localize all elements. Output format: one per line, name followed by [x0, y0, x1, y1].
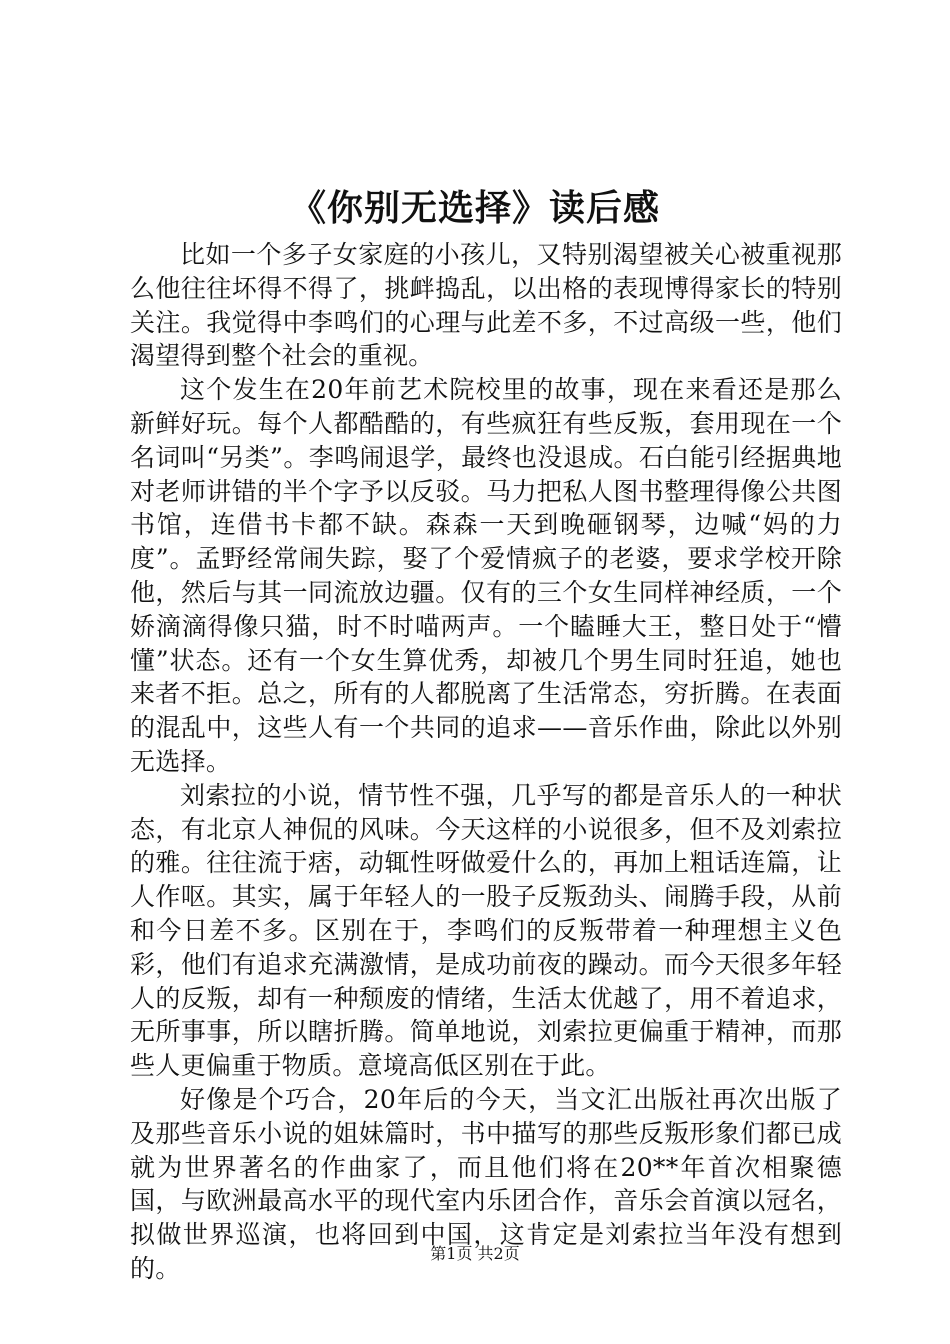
document-body [130, 238, 842, 1286]
paragraph-1: 比如一个多子女家庭的小孩儿，又特别渴望被关心被重视那么他往往坏得不得了，挑衅捣乱，以出格的表现博得家长的特别关注。我觉得中李鸣们的心理与此差不多，不过高级一些，他们渴望得到整个社会的重视。 [130, 240, 842, 371]
page-footer: 第1页 共2页 [430, 1244, 520, 1263]
document-title: 《你别无选择》读后感 [289, 187, 660, 229]
paragraph-3: 刘索拉的小说，情节性不强，几乎写的都是音乐人的一种状态，有北京人神侃的风味。今天这样的小说很多，但不及刘索拉的雅。往往流于痞，动辄性呀做爱什么的，再加上粗话连篇，让人作呕。其实，属于年轻人的一股子反叛劲头、闹腾手段，从前和今日差不多。区别在于，李鸣们的反叛带着一种理想主义色彩，他们有追求充满激情，是成功前夜的躁动。而今天很多年轻人的反叛，却有一种颓废的情绪，生活太优越了，用不着追求，无所事事，所以瞎折腾。简单地说，刘索拉更偏重于精神，而那些人更偏重于物质。意境高低区别在于此。 [130, 780, 842, 1081]
paragraph-4: 好像是个巧合，20年后的今天，当文汇出版社再次出版了及那些音乐小说的姐妹篇时，书中描写的那些反叛形象们都已成就为世界著名的作曲家了，而且他们将在20**年首次相聚德国，与欧洲最高水平的现代室内乐团合作，音乐会首演以冠名，拟做世界巡演，也将回到中国，这肯定是刘索拉当年没有想到的。 [130, 1084, 842, 1283]
paragraph-2: 这个发生在20年前艺术院校里的故事，现在来看还是那么新鲜好玩。每个人都酷酷的，有些疯狂有些反叛，套用现在一个名词叫“另类”。李鸣闹退学，最终也没退成。石白能引经据典地对老师讲错的半个字予以反驳。马力把私人图书整理得像公共图书馆，连借书卡都不缺。森森一天到晚砸钢琴，边喊“妈的力度”。孟野经常闹失踪，娶了个爱情疯子的老婆，要求学校开除他，然后与其一同流放边疆。仅有的三个女生同样神经质，一个娇滴滴得像只猫，时不时喵两声。一个瞌睡大王，整日处于“懵懂”状态。还有一个女生算优秀，却被几个男生同时狂追，她也来者不拒。总之，所有的人都脱离了生活常态，穷折腾。在表面的混乱中，这些人有一个共同的追求——音乐作曲，除此以外别无选择。 [130, 375, 842, 776]
